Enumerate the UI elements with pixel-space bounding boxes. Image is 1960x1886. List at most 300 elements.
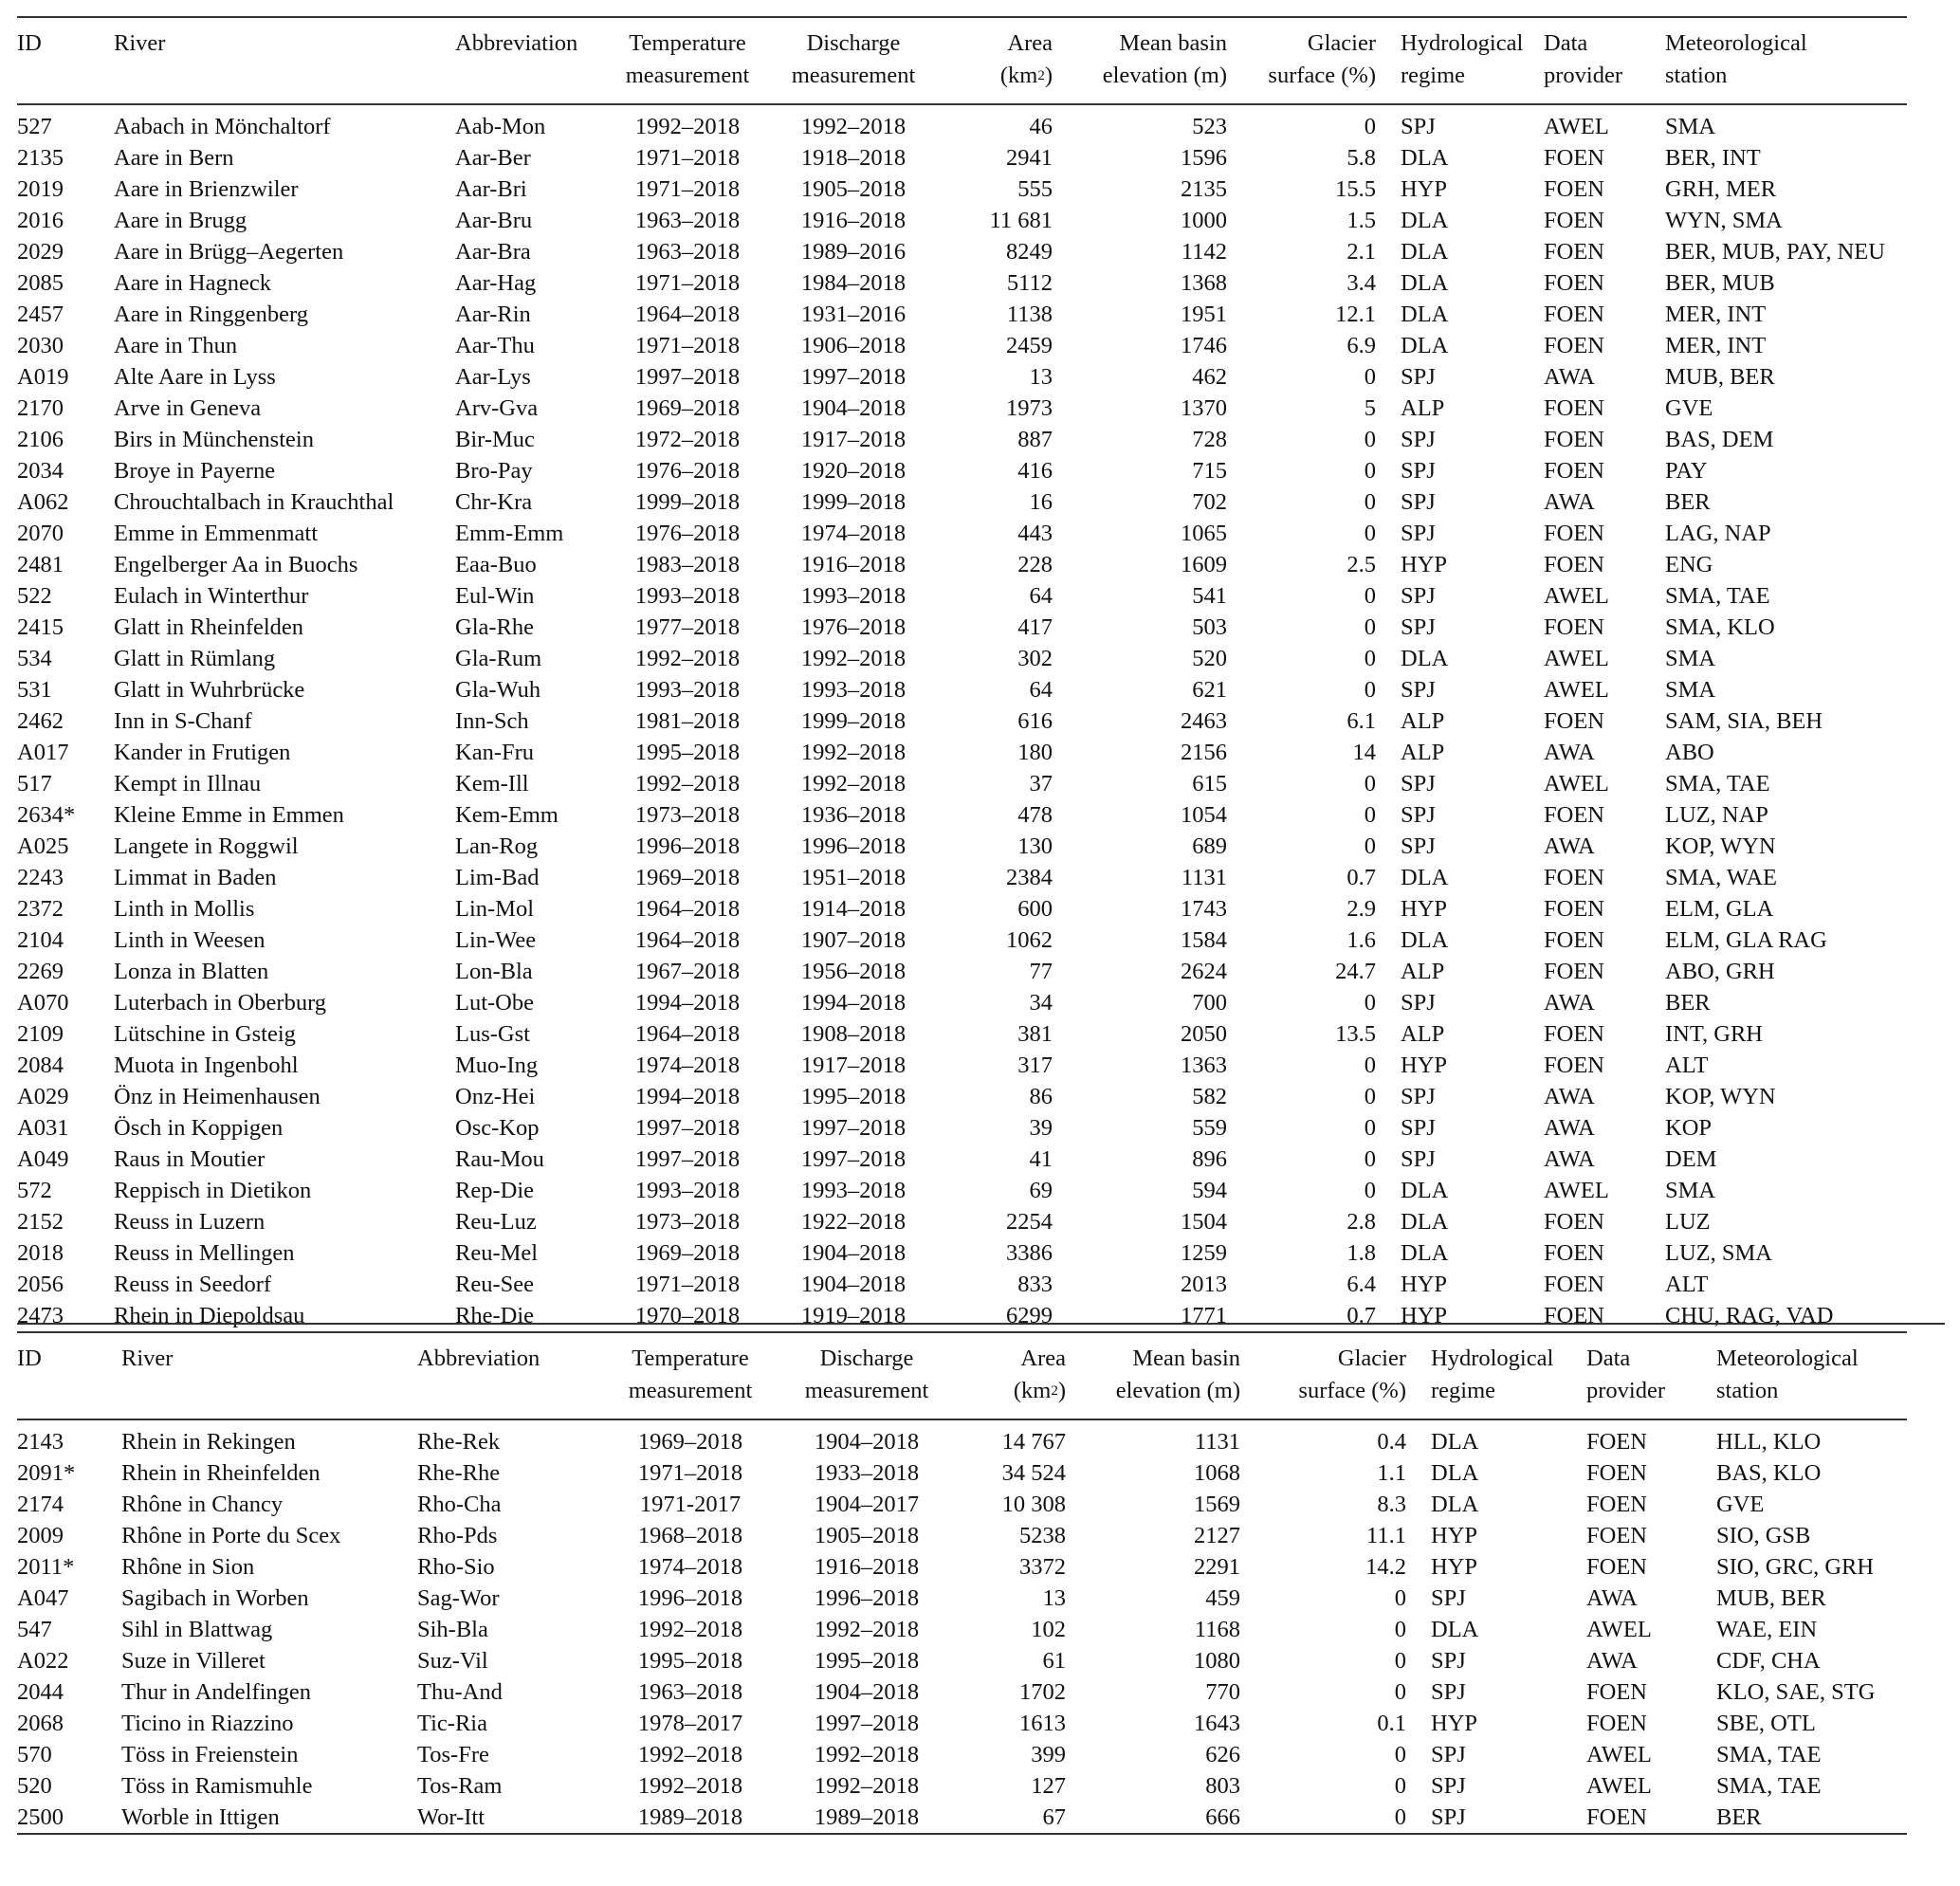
col-header-river: River: [121, 1346, 174, 1371]
cell-discharge-period: 1933–2018: [814, 1460, 920, 1486]
cell-discharge-period: 1956–2018: [800, 959, 907, 984]
cell-discharge-period: 1992–2018: [800, 740, 907, 765]
cell-temperature-period: 1963–2018: [634, 208, 741, 233]
cell-provider: FOEN: [1544, 614, 1604, 640]
cell-station: BER, MUB, PAY, NEU: [1665, 239, 1885, 265]
col-header-elevation-2: elevation (m): [1066, 1375, 1240, 1419]
cell-id: 522: [17, 583, 52, 609]
cell-temperature-period: 1974–2018: [637, 1554, 743, 1580]
cell-temperature-period: 1972–2018: [634, 427, 741, 452]
cell-station: GVE: [1716, 1492, 1765, 1517]
cell-elevation: 1363: [1181, 1053, 1227, 1078]
cell-id: 2372: [17, 896, 64, 922]
cell-abbreviation: Gla-Wuh: [455, 677, 541, 703]
cell-glacier: 0: [1394, 1617, 1406, 1642]
cell-station: SBE, OTL: [1716, 1711, 1816, 1736]
cell-river: Rhein in Rekingen: [121, 1429, 296, 1455]
cell-river: Reuss in Seedorf: [114, 1272, 272, 1297]
cell-area: 2254: [1006, 1209, 1053, 1235]
col-header-elevation: Mean basin: [1132, 1346, 1240, 1371]
cell-elevation: 621: [1192, 677, 1227, 703]
cell-abbreviation: Aar-Thu: [455, 333, 535, 358]
cell-elevation: 520: [1192, 646, 1227, 671]
cell-discharge-period: 1999–2018: [800, 489, 907, 515]
cell-area: 1702: [1019, 1679, 1066, 1705]
cell-regime: DLA: [1401, 333, 1449, 358]
cell-station: SMA, TAE: [1716, 1742, 1822, 1767]
cell-elevation: 541: [1192, 583, 1227, 609]
cell-temperature-period: 1992–2018: [637, 1617, 743, 1642]
cell-area: 102: [1031, 1617, 1066, 1642]
cell-provider: AWEL: [1586, 1617, 1652, 1642]
cell-area: 11 681: [989, 208, 1053, 233]
cell-temperature-period: 1994–2018: [634, 1084, 741, 1109]
col-header-id: ID: [17, 1346, 42, 1371]
cell-temperature-period: 1994–2018: [634, 990, 741, 1016]
cell-abbreviation: Aab-Mon: [455, 114, 546, 139]
cell-station: SMA, WAE: [1665, 865, 1777, 890]
cell-area: 616: [1017, 708, 1053, 734]
col-header-station-2: station: [1716, 1375, 1907, 1419]
cell-abbreviation: Kem-Ill: [455, 771, 529, 797]
cell-abbreviation: Rau-Mou: [455, 1146, 544, 1172]
cell-abbreviation: Muo-Ing: [455, 1053, 539, 1078]
cell-id: 2034: [17, 458, 64, 484]
cell-station: SMA: [1665, 114, 1716, 139]
cell-station: BAS, KLO: [1716, 1460, 1822, 1486]
cell-station: BAS, DEM: [1665, 427, 1774, 452]
cell-temperature-period: 1973–2018: [634, 802, 741, 828]
cell-regime: ALP: [1401, 708, 1445, 734]
cell-abbreviation: Bir-Muc: [455, 427, 535, 452]
cell-provider: FOEN: [1544, 395, 1604, 421]
cell-elevation: 1569: [1194, 1492, 1240, 1517]
cell-abbreviation: Lim-Bad: [455, 865, 540, 890]
cell-discharge-period: 1992–2018: [800, 114, 907, 139]
cell-area: 10 308: [1001, 1492, 1066, 1517]
cell-glacier: 12.1: [1335, 302, 1376, 327]
cell-area: 34 524: [1001, 1460, 1066, 1486]
cell-id: 2170: [17, 395, 64, 421]
table-row: [17, 299, 1907, 330]
col-header-glacier: Glacier: [1337, 1346, 1406, 1371]
cell-provider: AWEL: [1586, 1773, 1652, 1799]
cell-area: 317: [1017, 1053, 1053, 1078]
cell-provider: AWA: [1544, 1084, 1595, 1109]
cell-regime: HYP: [1401, 1053, 1448, 1078]
cell-glacier: 11.1: [1366, 1523, 1406, 1548]
cell-discharge-period: 1914–2018: [800, 896, 907, 922]
cell-area: 399: [1031, 1742, 1066, 1767]
cell-provider: FOEN: [1544, 865, 1604, 890]
cell-id: A062: [17, 489, 69, 515]
cell-temperature-period: 1992–2018: [634, 646, 741, 671]
cell-temperature-period: 1969–2018: [634, 395, 741, 421]
cell-glacier: 0: [1364, 1084, 1376, 1109]
cell-elevation: 803: [1205, 1773, 1240, 1799]
cell-abbreviation: Thu-And: [417, 1679, 503, 1705]
cell-glacier: 0: [1394, 1679, 1406, 1705]
cell-station: SMA: [1665, 646, 1716, 671]
cell-temperature-period: 1969–2018: [634, 865, 741, 890]
cell-glacier: 0: [1394, 1648, 1406, 1674]
cell-station: KOP: [1665, 1115, 1713, 1141]
cell-river: Kleine Emme in Emmen: [114, 802, 344, 828]
cell-area: 127: [1031, 1773, 1066, 1799]
cell-elevation: 715: [1192, 458, 1227, 484]
cell-regime: SPJ: [1431, 1585, 1466, 1611]
cell-station: KOP, WYN: [1665, 833, 1776, 859]
cell-regime: SPJ: [1401, 458, 1436, 484]
cell-elevation: 666: [1205, 1804, 1240, 1830]
col-header-regime-2: regime: [1376, 60, 1544, 104]
col-header-provider: Data: [1586, 1346, 1631, 1371]
cell-glacier: 8.3: [1377, 1492, 1406, 1517]
cell-station: KOP, WYN: [1665, 1084, 1776, 1109]
cell-area: 1062: [1006, 927, 1053, 953]
cell-abbreviation: Gla-Rhe: [455, 614, 534, 640]
cell-discharge-period: 1904–2018: [814, 1679, 920, 1705]
cell-elevation: 1951: [1181, 302, 1227, 327]
cell-abbreviation: Kem-Emm: [455, 802, 559, 828]
col-header-river: River: [114, 30, 166, 56]
cell-abbreviation: Lut-Obe: [455, 990, 534, 1016]
cell-station: PAY: [1665, 458, 1708, 484]
cell-station: WYN, SMA: [1665, 208, 1783, 233]
cell-glacier: 14: [1352, 740, 1376, 765]
cell-area: 443: [1017, 521, 1053, 546]
cell-elevation: 2463: [1181, 708, 1227, 734]
cell-glacier: 15.5: [1335, 176, 1376, 202]
cell-elevation: 1131: [1181, 865, 1227, 890]
cell-temperature-period: 1971–2018: [634, 145, 741, 171]
cell-area: 5238: [1019, 1523, 1066, 1548]
cell-discharge-period: 1992–2018: [800, 771, 907, 797]
cell-temperature-period: 1971–2018: [634, 270, 741, 296]
cell-id: 520: [17, 1773, 52, 1799]
cell-elevation: 2135: [1181, 176, 1227, 202]
cell-id: 2011*: [17, 1554, 75, 1580]
cell-glacier: 6.4: [1346, 1272, 1376, 1297]
cell-id: 2634*: [17, 802, 76, 828]
cell-id: 2457: [17, 302, 64, 327]
cell-abbreviation: Bro-Pay: [455, 458, 533, 484]
cell-provider: AWA: [1544, 1146, 1595, 1172]
cell-id: A047: [17, 1585, 69, 1611]
cell-glacier: 0: [1364, 1053, 1376, 1078]
table-row: [17, 104, 1907, 142]
cell-river: Aare in Brugg: [114, 208, 247, 233]
table-row: [17, 862, 1907, 893]
stations-table-part-1: [17, 16, 1907, 1333]
cell-station: BER: [1665, 489, 1711, 515]
cell-discharge-period: 1974–2018: [800, 521, 907, 546]
table-row: [17, 330, 1907, 361]
cell-station: MUB, BER: [1665, 364, 1775, 390]
cell-river: Önz in Heimenhausen: [114, 1084, 321, 1109]
cell-glacier: 1.5: [1346, 208, 1376, 233]
table-row: [17, 1583, 1907, 1614]
cell-regime: DLA: [1401, 239, 1449, 265]
cell-provider: AWEL: [1544, 114, 1609, 139]
cell-id: 2106: [17, 427, 64, 452]
cell-provider: FOEN: [1544, 145, 1604, 171]
cell-discharge-period: 1995–2018: [800, 1084, 907, 1109]
cell-elevation: 896: [1192, 1146, 1227, 1172]
col-header-area-unit: $(km^2)$: [939, 60, 1053, 104]
cell-temperature-period: 1969–2018: [634, 1240, 741, 1266]
cell-regime: HYP: [1401, 896, 1448, 922]
cell-elevation: 1643: [1194, 1711, 1240, 1736]
cell-temperature-period: 1997–2018: [634, 1146, 741, 1172]
table-row: [17, 1457, 1907, 1489]
cell-regime: DLA: [1401, 270, 1449, 296]
table-row: [17, 1676, 1907, 1708]
table-row: [17, 455, 1907, 486]
cell-discharge-period: 1995–2018: [814, 1648, 920, 1674]
cell-discharge-period: 1997–2018: [800, 1115, 907, 1141]
cell-id: 2018: [17, 1240, 64, 1266]
cell-area: 2384: [1006, 865, 1053, 890]
cell-abbreviation: Rho-Sio: [417, 1554, 495, 1580]
cell-station: LUZ, NAP: [1665, 802, 1768, 828]
cell-river: Suze in Villeret: [121, 1648, 266, 1674]
cell-station: SMA, TAE: [1716, 1773, 1822, 1799]
table-row: [17, 1081, 1907, 1112]
cell-discharge-period: 1904–2018: [800, 1240, 907, 1266]
cell-glacier: 0: [1364, 1178, 1376, 1203]
cell-elevation: 2050: [1181, 1021, 1227, 1047]
cell-regime: SPJ: [1401, 802, 1436, 828]
cell-provider: FOEN: [1544, 927, 1604, 953]
cell-provider: FOEN: [1544, 239, 1604, 265]
cell-temperature-period: 1971–2018: [634, 333, 741, 358]
cell-abbreviation: Chr-Kra: [455, 489, 533, 515]
cell-area: 228: [1017, 552, 1053, 577]
cell-river: Lonza in Blatten: [114, 959, 269, 984]
col-header-temperature: Temperature: [629, 30, 746, 56]
cell-glacier: 0: [1394, 1742, 1406, 1767]
col-header-elevation-2: elevation (m): [1053, 60, 1227, 104]
cell-id: 2415: [17, 614, 64, 640]
cell-abbreviation: Aar-Ber: [455, 145, 531, 171]
cell-regime: HYP: [1431, 1554, 1478, 1580]
cell-temperature-period: 1983–2018: [634, 552, 741, 577]
cell-area: 1973: [1006, 395, 1053, 421]
cell-river: Engelberger Aa in Buochs: [114, 552, 358, 577]
cell-id: 2029: [17, 239, 64, 265]
cell-glacier: 0: [1364, 990, 1376, 1016]
cell-river: Töss in Freienstein: [121, 1742, 299, 1767]
cell-discharge-period: 1916–2018: [800, 552, 907, 577]
cell-river: Aare in Brienzwiler: [114, 176, 299, 202]
table-row: [17, 518, 1907, 549]
cell-elevation: 1259: [1181, 1240, 1227, 1266]
cell-area: 46: [1029, 114, 1053, 139]
cell-provider: AWA: [1544, 833, 1595, 859]
cell-abbreviation: Inn-Sch: [455, 708, 529, 734]
cell-abbreviation: Osc-Kop: [455, 1115, 540, 1141]
cell-river: Muota in Ingenbohl: [114, 1053, 299, 1078]
cell-area: 3386: [1006, 1240, 1053, 1266]
cell-abbreviation: Aar-Lys: [455, 364, 531, 390]
table-row: [17, 1419, 1907, 1457]
cell-temperature-period: 1989–2018: [637, 1804, 743, 1830]
cell-provider: AWA: [1544, 1115, 1595, 1141]
cell-discharge-period: 1951–2018: [800, 865, 907, 890]
table-body-part-1: [17, 104, 1907, 1332]
col-header-station: Meteorological: [1665, 30, 1807, 56]
table-row: [17, 705, 1907, 737]
cell-river: Eulach in Winterthur: [114, 583, 309, 609]
cell-abbreviation: Kan-Fru: [455, 740, 535, 765]
cell-station: LUZ: [1665, 1209, 1711, 1235]
col-header-provider-2: provider: [1544, 60, 1665, 104]
cell-area: 1613: [1019, 1711, 1066, 1736]
table-row: [17, 142, 1907, 174]
cell-id: 2016: [17, 208, 64, 233]
cell-regime: SPJ: [1401, 1084, 1436, 1109]
cell-abbreviation: Aar-Bri: [455, 176, 527, 202]
cell-regime: ALP: [1401, 959, 1445, 984]
table-row: [17, 1175, 1907, 1206]
cell-river: Rhein in Rheinfelden: [121, 1460, 321, 1486]
table-row: [17, 925, 1907, 956]
cell-river: Langete in Roggwil: [114, 833, 299, 859]
col-header-abbreviation: Abbreviation: [455, 30, 578, 56]
cell-river: Aare in Bern: [114, 145, 234, 171]
table-row: [17, 1237, 1907, 1269]
cell-glacier: 14.2: [1365, 1554, 1406, 1580]
cell-glacier: 5.8: [1346, 145, 1376, 171]
cell-glacier: 2.1: [1346, 239, 1376, 265]
cell-abbreviation: Rhe-Die: [455, 1303, 534, 1328]
cell-area: 64: [1029, 583, 1053, 609]
cell-regime: SPJ: [1401, 489, 1436, 515]
cell-id: 2056: [17, 1272, 64, 1297]
cell-temperature-period: 1976–2018: [634, 521, 741, 546]
table-row: [17, 393, 1907, 424]
cell-discharge-period: 1997–2018: [800, 364, 907, 390]
cell-abbreviation: Lin-Mol: [455, 896, 535, 922]
cell-temperature-period: 1967–2018: [634, 959, 741, 984]
cell-river: Kempt in Illnau: [114, 771, 262, 797]
cell-discharge-period: 1992–2018: [800, 646, 907, 671]
cell-area: 67: [1042, 1804, 1066, 1830]
cell-river: Kander in Frutigen: [114, 740, 291, 765]
cell-elevation: 1368: [1181, 270, 1227, 296]
cell-glacier: 0: [1364, 646, 1376, 671]
cell-id: A029: [17, 1084, 69, 1109]
cell-discharge-period: 1989–2018: [814, 1804, 920, 1830]
cell-elevation: 1168: [1194, 1617, 1240, 1642]
cell-station: GRH, MER: [1665, 176, 1777, 202]
cell-temperature-period: 1963–2018: [634, 239, 741, 265]
cell-provider: FOEN: [1544, 1209, 1604, 1235]
cell-glacier: 0: [1394, 1773, 1406, 1799]
cell-temperature-period: 1974–2018: [634, 1053, 741, 1078]
cell-station: CDF, CHA: [1716, 1648, 1821, 1674]
cell-station: ALT: [1665, 1272, 1709, 1297]
cell-provider: FOEN: [1544, 270, 1604, 296]
cell-river: Aare in Hagneck: [114, 270, 271, 296]
col-header-regime: Hydrological: [1401, 30, 1524, 56]
cell-regime: DLA: [1401, 1209, 1449, 1235]
cell-id: 2473: [17, 1303, 64, 1328]
cell-provider: AWEL: [1544, 771, 1609, 797]
cell-elevation: 503: [1192, 614, 1227, 640]
cell-area: 14 767: [1001, 1429, 1066, 1455]
cell-area: 41: [1029, 1146, 1053, 1172]
cell-river: Glatt in Wuhrbrücke: [114, 677, 305, 703]
cell-station: HLL, KLO: [1716, 1429, 1822, 1455]
cell-provider: AWA: [1586, 1585, 1638, 1611]
table-row: [17, 486, 1907, 518]
col-header-provider-2: provider: [1586, 1375, 1716, 1419]
cell-id: 2070: [17, 521, 64, 546]
cell-elevation: 2291: [1194, 1554, 1240, 1580]
cell-abbreviation: Tos-Fre: [417, 1742, 489, 1767]
cell-abbreviation: Rho-Cha: [417, 1492, 502, 1517]
table-row: [17, 1520, 1907, 1551]
cell-glacier: 0: [1364, 521, 1376, 546]
col-header-provider: Data: [1544, 30, 1588, 56]
cell-river: Reuss in Luzern: [114, 1209, 266, 1235]
cell-id: A019: [17, 364, 69, 390]
cell-abbreviation: Reu-Mel: [455, 1240, 539, 1266]
cell-regime: HYP: [1431, 1711, 1478, 1736]
cell-abbreviation: Reu-Luz: [455, 1209, 537, 1235]
col-header-id: ID: [17, 30, 42, 56]
cell-glacier: 0: [1364, 583, 1376, 609]
cell-area: 37: [1029, 771, 1053, 797]
cell-station: MER, INT: [1665, 333, 1767, 358]
cell-id: 531: [17, 677, 52, 703]
cell-id: 2068: [17, 1711, 64, 1736]
cell-regime: SPJ: [1401, 1115, 1436, 1141]
cell-area: 3372: [1019, 1554, 1066, 1580]
cell-regime: SPJ: [1431, 1773, 1466, 1799]
cell-id: 572: [17, 1178, 52, 1203]
cell-provider: FOEN: [1544, 959, 1604, 984]
cell-river: Limmat in Baden: [114, 865, 277, 890]
cell-abbreviation: Arv-Gva: [455, 395, 539, 421]
cell-temperature-period: 1992–2018: [637, 1773, 743, 1799]
cell-glacier: 0: [1364, 677, 1376, 703]
cell-discharge-period: 1936–2018: [800, 802, 907, 828]
cell-river: Aare in Thun: [114, 333, 238, 358]
cell-glacier: 6.1: [1346, 708, 1376, 734]
cell-regime: SPJ: [1401, 677, 1436, 703]
cell-river: Linth in Weesen: [114, 927, 266, 953]
cell-regime: DLA: [1431, 1429, 1479, 1455]
cell-area: 5112: [1006, 270, 1053, 296]
cell-river: Birs in Münchenstein: [114, 427, 314, 452]
cell-regime: DLA: [1401, 208, 1449, 233]
cell-provider: FOEN: [1544, 458, 1604, 484]
cell-provider: FOEN: [1586, 1523, 1647, 1548]
table-row: [17, 1112, 1907, 1144]
table-row: [17, 1802, 1907, 1834]
table-row: [17, 205, 1907, 236]
cell-glacier: 0: [1364, 114, 1376, 139]
cell-area: 61: [1042, 1648, 1066, 1674]
cell-provider: AWA: [1586, 1648, 1638, 1674]
cell-abbreviation: Reu-See: [455, 1272, 534, 1297]
cell-station: MUB, BER: [1716, 1585, 1826, 1611]
col-header-discharge-2: measurement: [768, 60, 939, 104]
cell-river: Reppisch in Dietikon: [114, 1178, 312, 1203]
